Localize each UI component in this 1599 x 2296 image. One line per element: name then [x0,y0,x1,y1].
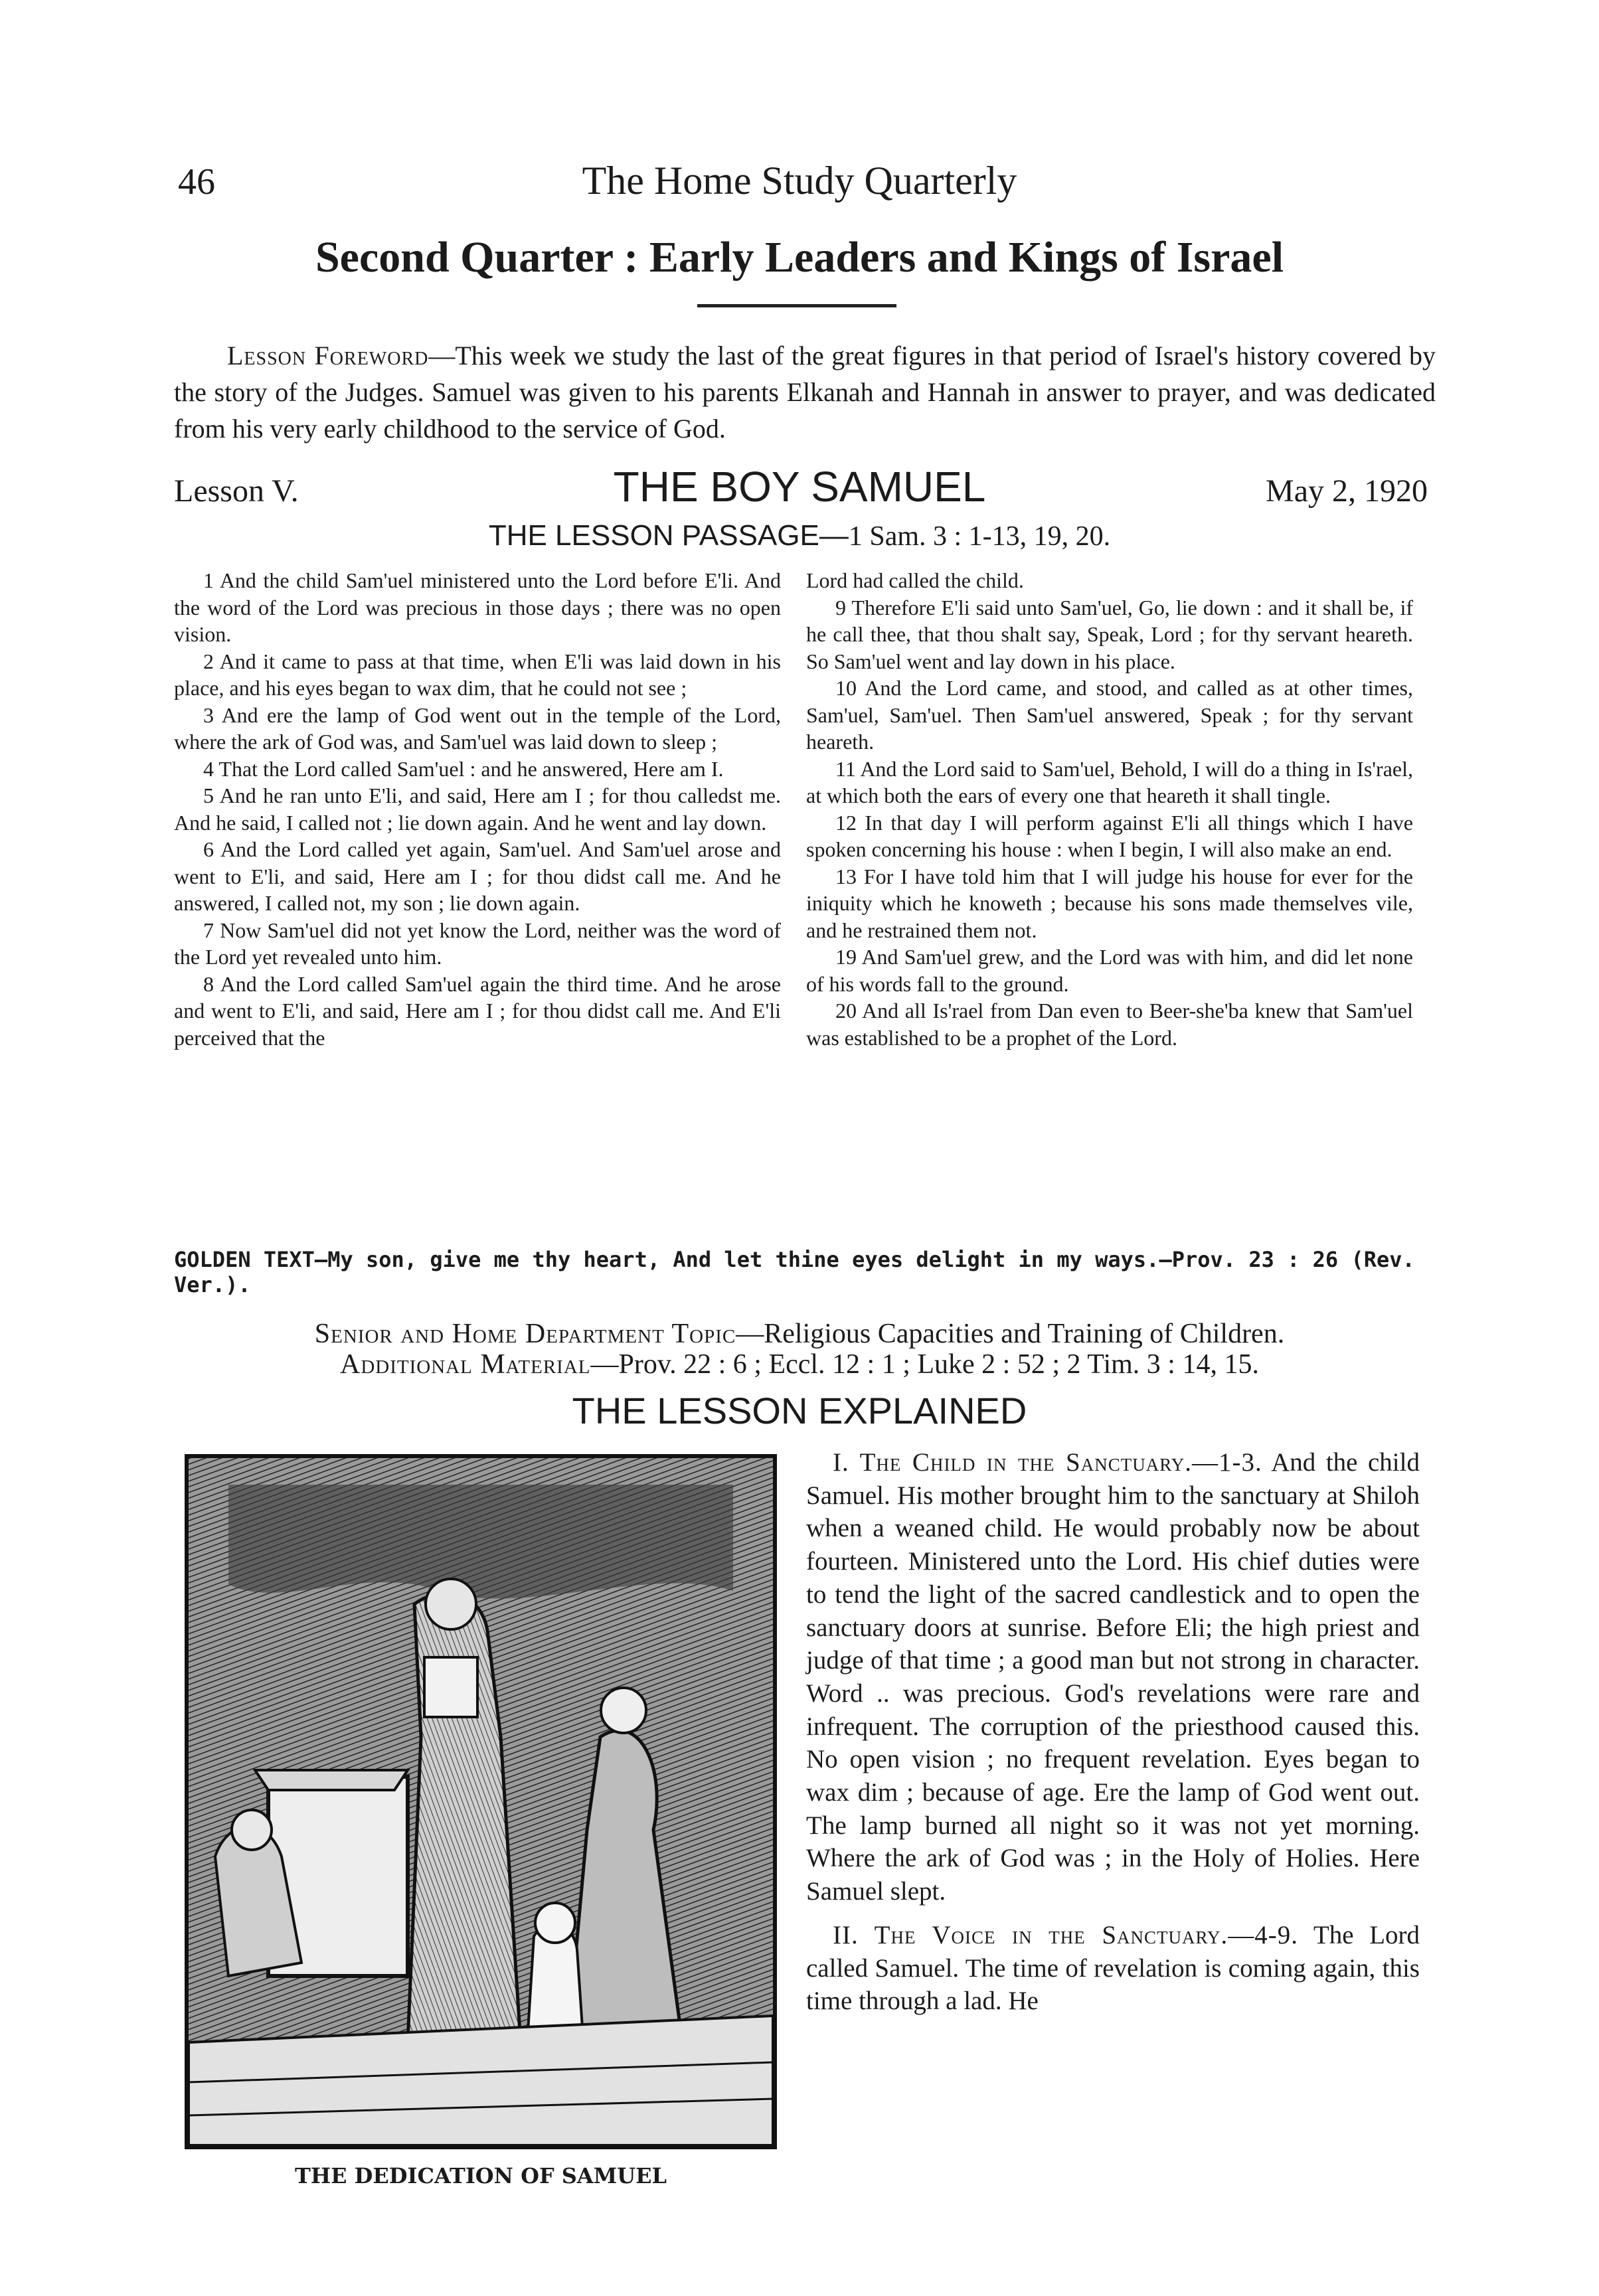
verse: 3 And ere the lamp of God went out in the temple of the Lord, where the ark of God was, and Sam'uel was laid down to sleep ; [174,702,781,754]
lesson-passage-heading [0,519,1599,552]
lesson-date: May 2, 1920 [1266,473,1428,509]
section-heading: I. The Child in the Sanctuary.—1-3. [833,1448,1262,1477]
passage-label: THE LESSON PASSAGE— [488,519,849,552]
section-text: And the child Samuel. His mother brought him to the sanctuary at Shiloh when a weaned child. He would probably now be about fourteen. Ministered unto the Lord. His chief duties were to tend the light of the sacred candlestick and to open the sanctuary doors at sunrise. Before Eli; the high priest and judge of that time ; a good man but not strong in character. Word .. was precious. God's revelations were rare and infrequent. The corruption of the priesthood caused this. No open vision ; no frequent revelation. Eyes began to wax dim ; because of age. Ere the lamp of God went out. The lamp burned all night so it was not yet morning. Where the ark of God was ; in the Holy of Holies. Here Samuel slept. [806,1448,1420,1906]
verse: 19 And Sam'uel grew, and the Lord was with him, and did let none of his words fall to the ground. [806,945,1413,996]
dedication-illustration [185,1454,777,2149]
topic-text: —Religious Capacities and Training of Children. [736,1319,1285,1349]
lesson-title: THE BOY SAMUEL [613,463,986,511]
verse: 7 Now Sam'uel did not yet know the Lord, neither was the word of the Lord yet revealed unto him. [174,918,781,969]
lesson-foreword [174,337,1436,447]
verse: 11 And the Lord said to Sam'uel, Behold, I will do a thing in Is'rael, at which both the ears of every one that heareth it shall tingle. [806,756,1413,807]
verses-right-column [806,567,1413,1051]
verse: 4 That the Lord called Sam'uel : and he answered, Here am I. [203,756,724,781]
material-label: Additional Material [340,1349,591,1380]
verse: 8 And the Lord called Sam'uel again the third time. And he arose and went to E'li, and said, Here am I ; for thou didst call me. And E'li perceived that the [174,971,781,1050]
lesson-explanation-column [806,1446,1420,2028]
verse: 20 And all Is'rael from Dan even to Beer-she'ba knew that Sam'uel was established to be a prophet of the Lord. [806,999,1413,1050]
foreword-label: Lesson Foreword [227,341,429,370]
additional-material-line [0,1349,1599,1380]
section-heading: II. The Voice in the Sanctuary.—4-9. [833,1920,1299,1949]
title-rule [697,304,896,307]
topic-line [0,1319,1599,1349]
verse: 13 For I have told him that I will judge his house for ever for the iniquity which he knoweth ; because his sons made themselves vile, and he restrained them not. [806,864,1413,942]
department-topic [0,1319,1599,1380]
page-number: 46 [178,161,215,203]
running-title: The Home Study Quarterly [582,159,1017,203]
verse: 9 Therefore E'li said unto Sam'uel, Go, lie down : and it shall be, if he call thee, that thou shalt say, Speak, Lord ; for thy servant heareth. So Sam'uel went and lay down in his place. [806,595,1413,673]
verse-continuation: Lord had called the child. [806,568,1024,592]
topic-label: Senior and Home Department Topic [314,1319,736,1349]
verse: 6 And the Lord called yet again, Sam'uel. And Sam'uel arose and went to E'li, and said, Here am I ; for thou didst call me. And he answered, I called not, my son ; lie down again. [174,837,781,915]
passage-reference: 1 Sam. 3 : 1-13, 19, 20. [848,521,1111,552]
verse: 1 And the child Sam'uel ministered unto the Lord before E'li. And the word of the Lord was precious in those days ; there was no open vision. [174,568,781,646]
section-text: The Lord called Samuel. The time of revelation is coming again, this time through a lad. He [806,1920,1420,2016]
explanation-section-1 [806,1446,1420,1908]
verse: 10 And the Lord came, and stood, and called as at other times, Sam'uel, Sam'uel. Then Sam'uel answered, Speak ; for thy servant heareth. [806,676,1413,754]
verse: 2 And it came to pass at that time, when E'li was laid down in his place, and his eyes began to wax dim, that he could not see ; [174,649,781,700]
verse: 5 And he ran unto E'li, and said, Here am I ; for thou calledst me. And he said, I called not ; lie down again. And he went and lay down. [174,783,781,835]
lesson-explained-heading: THE LESSON EXPLAINED [572,1390,1027,1432]
woodcut-engraving [189,1458,773,2145]
quarter-title: Second Quarter : Early Leaders and Kings of Israel [315,233,1284,282]
material-text: —Prov. 22 : 6 ; Eccl. 12 : 1 ; Luke 2 : 52 ; 2 Tim. 3 : 14, 15. [590,1349,1259,1380]
golden-text: GOLDEN TEXT—My son, give me thy heart, And let thine eyes delight in my ways.—Prov. 23 : 26 (Rev. Ver.). [174,1247,1415,1297]
lesson-number: Lesson V. [174,473,299,509]
foreword-text: —This week we study the last of the great figures in that period of Israel's history covered by the story of the Judges. Samuel was given to his parents Elkanah and Hannah in answer to prayer, and was dedicated from his very early childhood to the service of God. [174,341,1436,444]
verses-left-column [174,567,781,1051]
illustration-caption: THE DEDICATION OF SAMUEL [295,2163,667,2188]
explanation-section-2 [806,1919,1420,2018]
verse: 12 In that day I will perform against E'li all things which I have spoken concerning his house : when I begin, I will also make an end. [806,810,1413,861]
